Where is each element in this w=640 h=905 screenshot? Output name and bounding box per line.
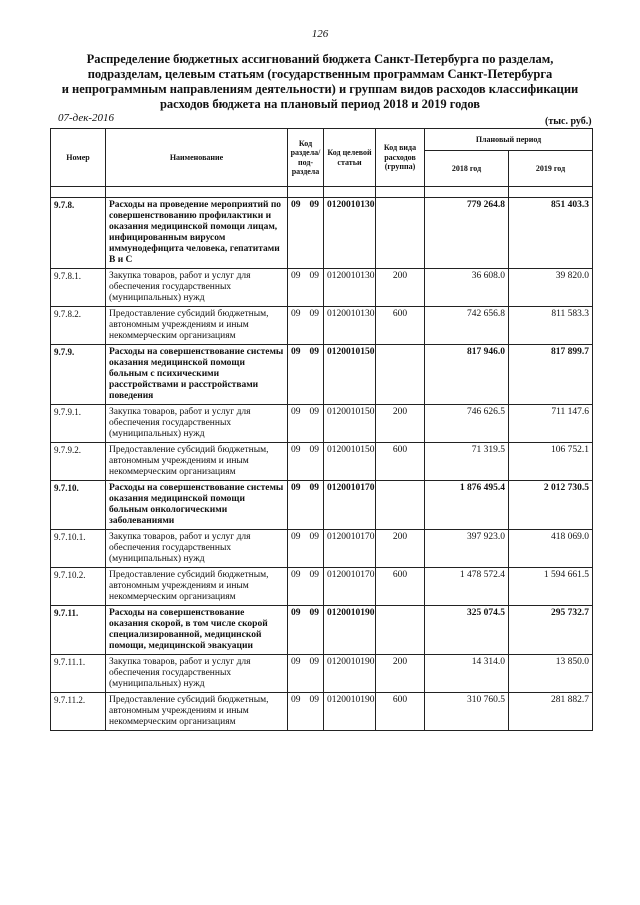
row-number: 9.7.8.	[51, 198, 106, 269]
budget-table	[50, 128, 593, 731]
header-name: Наименование	[106, 129, 288, 187]
row-amount-2019: 106 752.1	[509, 443, 593, 481]
spacer-cell	[51, 187, 106, 198]
table-row	[51, 345, 593, 405]
row-number: 9.7.10.2.	[51, 568, 106, 606]
table-row	[51, 307, 593, 345]
section-code: 09	[291, 309, 301, 319]
row-expense-type: 600	[376, 443, 425, 481]
section-code: 09	[291, 407, 301, 417]
row-expense-type: 200	[376, 530, 425, 568]
subsection-code: 09	[309, 200, 319, 210]
subsection-code: 09	[309, 570, 319, 580]
row-expense-type	[376, 606, 425, 655]
table-row	[51, 530, 593, 568]
subsection-code: 09	[309, 309, 319, 319]
header-year-2019: 2019 год	[509, 151, 593, 187]
row-section-code	[288, 568, 324, 606]
header-target-code: Код целевой статьи	[324, 129, 376, 187]
row-name: Предоставление субсидий бюджетным, автономным учреждениям и иным некоммерческим организациям	[106, 568, 288, 606]
row-section-code	[288, 307, 324, 345]
row-number: 9.7.9.2.	[51, 443, 106, 481]
section-code: 09	[291, 695, 301, 705]
row-number: 9.7.9.1.	[51, 405, 106, 443]
row-name: Расходы на совершенствование оказания скорой, в том числе скорой специализированной, медицинской помощи, медицинской эвакуации	[106, 606, 288, 655]
row-amount-2018: 14 314.0	[425, 655, 509, 693]
table-row	[51, 655, 593, 693]
row-section-code	[288, 530, 324, 568]
row-amount-2018: 817 946.0	[425, 345, 509, 405]
row-amount-2019: 2 012 730.5	[509, 481, 593, 530]
header-plan-period: Плановый период	[425, 129, 593, 151]
spacer-cell	[288, 187, 324, 198]
row-target-code: 0120010170	[324, 481, 376, 530]
row-target-code: 0120010190	[324, 655, 376, 693]
subsection-code: 09	[309, 347, 319, 357]
row-section-code	[288, 198, 324, 269]
section-code: 09	[291, 483, 301, 493]
row-amount-2018: 779 264.8	[425, 198, 509, 269]
table-row	[51, 568, 593, 606]
table-row	[51, 481, 593, 530]
section-code: 09	[291, 657, 301, 667]
row-amount-2019: 418 069.0	[509, 530, 593, 568]
row-expense-type: 200	[376, 405, 425, 443]
row-target-code: 0120010150	[324, 443, 376, 481]
section-code: 09	[291, 445, 301, 455]
table-body	[51, 198, 593, 731]
title-line: Распределение бюджетных ассигнований бюджета Санкт-Петербурга по разделам,	[86, 52, 554, 66]
row-number: 9.7.8.2.	[51, 307, 106, 345]
spacer-cell	[106, 187, 288, 198]
row-expense-type	[376, 481, 425, 530]
row-expense-type: 600	[376, 307, 425, 345]
row-amount-2019: 811 583.3	[509, 307, 593, 345]
row-amount-2018: 325 074.5	[425, 606, 509, 655]
row-number: 9.7.10.	[51, 481, 106, 530]
row-name: Предоставление субсидий бюджетным, автономным учреждениям и иным некоммерческим организациям	[106, 693, 288, 731]
row-expense-type: 600	[376, 568, 425, 606]
row-target-code: 0120010150	[324, 345, 376, 405]
subsection-code: 09	[309, 271, 319, 281]
section-code: 09	[291, 608, 301, 618]
row-section-code	[288, 345, 324, 405]
page-number: 126	[311, 28, 329, 40]
row-amount-2018: 397 923.0	[425, 530, 509, 568]
row-expense-type	[376, 345, 425, 405]
table-row	[51, 198, 593, 269]
row-section-code	[288, 481, 324, 530]
row-amount-2019: 13 850.0	[509, 655, 593, 693]
row-amount-2018: 36 608.0	[425, 269, 509, 307]
header-number: Номер	[51, 129, 106, 187]
section-code: 09	[291, 271, 301, 281]
row-amount-2019: 295 732.7	[509, 606, 593, 655]
header-row	[51, 129, 593, 151]
row-name: Закупка товаров, работ и услуг для обеспечения государственных (муниципальных) нужд	[106, 530, 288, 568]
row-expense-type: 200	[376, 655, 425, 693]
spacer-cell	[376, 187, 425, 198]
row-number: 9.7.8.1.	[51, 269, 106, 307]
subsection-code: 09	[309, 445, 319, 455]
subsection-code: 09	[309, 657, 319, 667]
row-target-code: 0120010150	[324, 405, 376, 443]
section-code: 09	[291, 347, 301, 357]
row-expense-type	[376, 198, 425, 269]
row-section-code	[288, 606, 324, 655]
row-section-code	[288, 693, 324, 731]
row-name: Расходы на совершенствование системы оказания медицинской помощи больным онкологическими заболеваниями	[106, 481, 288, 530]
header-section-code: Код раздела/ под- раздела	[288, 129, 324, 187]
row-amount-2019: 817 899.7	[509, 345, 593, 405]
row-target-code: 0120010170	[324, 530, 376, 568]
document-title	[40, 52, 600, 112]
row-name: Расходы на совершенствование системы оказания медицинской помощи больным с психическими расстройствами и расстройствами поведения	[106, 345, 288, 405]
row-expense-type: 200	[376, 269, 425, 307]
title-line: и непрограммным направлениям деятельности) и группам видов расходов классификации	[61, 82, 579, 96]
row-amount-2018: 746 626.5	[425, 405, 509, 443]
table-row	[51, 269, 593, 307]
row-amount-2019: 39 820.0	[509, 269, 593, 307]
row-name: Закупка товаров, работ и услуг для обеспечения государственных (муниципальных) нужд	[106, 655, 288, 693]
row-name: Предоставление субсидий бюджетным, автономным учреждениям и иным некоммерческим организациям	[106, 307, 288, 345]
table-row	[51, 405, 593, 443]
row-name: Расходы на проведение мероприятий по совершенствованию профилактики и оказания медицинской помощи лицам, инфицированным вирусом иммунодефицита человека, гепатитами В и С	[106, 198, 288, 269]
units-label: (тыс. руб.)	[545, 116, 592, 127]
spacer-cell	[324, 187, 376, 198]
table-row	[51, 693, 593, 731]
title-line: подразделам, целевым статьям (государственным программам Санкт-Петербурга	[87, 67, 553, 81]
spacer-cell	[509, 187, 593, 198]
row-name: Закупка товаров, работ и услуг для обеспечения государственных (муниципальных) нужд	[106, 405, 288, 443]
document-date: 07-дек-2016	[58, 112, 115, 124]
subsection-code: 09	[309, 532, 319, 542]
row-target-code: 0120010130	[324, 307, 376, 345]
subsection-code: 09	[309, 483, 319, 493]
row-number: 9.7.11.2.	[51, 693, 106, 731]
row-section-code	[288, 405, 324, 443]
header-year-2018: 2018 год	[425, 151, 509, 187]
row-amount-2019: 281 882.7	[509, 693, 593, 731]
row-number: 9.7.11.1.	[51, 655, 106, 693]
row-amount-2019: 1 594 661.5	[509, 568, 593, 606]
header-expense-type-code: Код вида расходов (группа)	[376, 129, 425, 187]
row-amount-2019: 711 147.6	[509, 405, 593, 443]
row-name: Предоставление субсидий бюджетным, автономным учреждениям и иным некоммерческим организациям	[106, 443, 288, 481]
row-target-code: 0120010190	[324, 606, 376, 655]
row-amount-2018: 742 656.8	[425, 307, 509, 345]
section-code: 09	[291, 532, 301, 542]
row-section-code	[288, 655, 324, 693]
table-row	[51, 443, 593, 481]
row-section-code	[288, 443, 324, 481]
row-target-code: 0120010170	[324, 568, 376, 606]
header-spacer-row	[51, 187, 593, 198]
row-name: Закупка товаров, работ и услуг для обеспечения государственных (муниципальных) нужд	[106, 269, 288, 307]
row-target-code: 0120010130	[324, 198, 376, 269]
row-section-code	[288, 269, 324, 307]
subsection-code: 09	[309, 608, 319, 618]
subsection-code: 09	[309, 695, 319, 705]
subsection-code: 09	[309, 407, 319, 417]
table-row	[51, 606, 593, 655]
title-line: расходов бюджета на плановый период 2018 и 2019 годов	[159, 97, 481, 111]
row-amount-2018: 1 876 495.4	[425, 481, 509, 530]
row-target-code: 0120010190	[324, 693, 376, 731]
row-number: 9.7.10.1.	[51, 530, 106, 568]
spacer-cell	[425, 187, 509, 198]
row-amount-2018: 71 319.5	[425, 443, 509, 481]
row-target-code: 0120010130	[324, 269, 376, 307]
row-amount-2019: 851 403.3	[509, 198, 593, 269]
row-number: 9.7.9.	[51, 345, 106, 405]
row-amount-2018: 1 478 572.4	[425, 568, 509, 606]
row-amount-2018: 310 760.5	[425, 693, 509, 731]
row-expense-type: 600	[376, 693, 425, 731]
section-code: 09	[291, 200, 301, 210]
row-number: 9.7.11.	[51, 606, 106, 655]
section-code: 09	[291, 570, 301, 580]
